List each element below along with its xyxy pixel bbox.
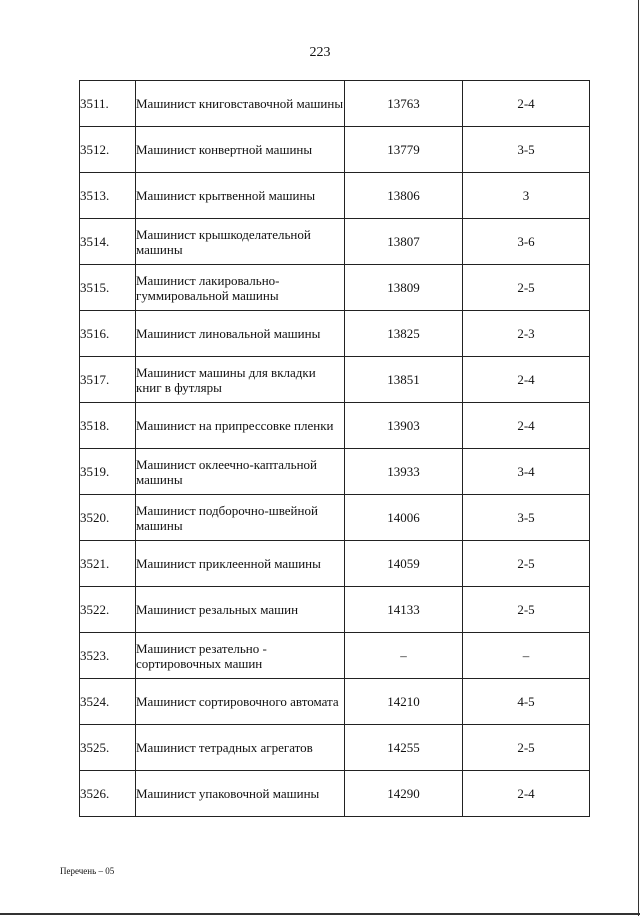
profession-name: Машинист приклеенной машины [136,541,345,587]
profession-name: Машинист машины для вкладки книг в футляры [136,357,345,403]
row-number: 3520. [80,495,136,541]
table-row [80,173,590,219]
grade-range: 3-5 [463,495,590,541]
table-row [80,771,590,817]
row-number: 3517. [80,357,136,403]
row-number: 3512. [80,127,136,173]
profession-code: 14210 [345,679,463,725]
grade-range: 2-4 [463,357,590,403]
row-number: 3519. [80,449,136,495]
grade-range: 2-5 [463,541,590,587]
table-row [80,357,590,403]
profession-name: Машинист подборочно-швейной машины [136,495,345,541]
row-number: 3511. [80,81,136,127]
profession-code: – [345,633,463,679]
profession-name: Машинист лакировально-гуммировальной машины [136,265,345,311]
row-number: 3518. [80,403,136,449]
profession-name: Машинист сортировочного автомата [136,679,345,725]
profession-code: 13825 [345,311,463,357]
profession-code: 13851 [345,357,463,403]
table-row [80,265,590,311]
row-number: 3515. [80,265,136,311]
profession-name: Машинист тетрадных агрегатов [136,725,345,771]
row-number: 3514. [80,219,136,265]
row-number: 3513. [80,173,136,219]
profession-name: Машинист резательно - сортировочных машин [136,633,345,679]
profession-code: 13933 [345,449,463,495]
grade-range: 2-3 [463,311,590,357]
table-row [80,495,590,541]
table-row [80,403,590,449]
profession-code: 14006 [345,495,463,541]
table-row [80,633,590,679]
grade-range: 2-4 [463,771,590,817]
page-number: 223 [309,45,331,60]
table-row [80,81,590,127]
profession-name: Машинист крытвенной машины [136,173,345,219]
professions-table [79,80,590,817]
grade-range: 2-5 [463,725,590,771]
profession-code: 13807 [345,219,463,265]
profession-name: Машинист на припрессовке пленки [136,403,345,449]
row-number: 3523. [80,633,136,679]
table-row [80,127,590,173]
profession-code: 13809 [345,265,463,311]
table-row [80,311,590,357]
profession-code: 13779 [345,127,463,173]
table-row [80,679,590,725]
grade-range: 2-5 [463,587,590,633]
profession-code: 14255 [345,725,463,771]
row-number: 3522. [80,587,136,633]
table-body [80,81,590,817]
profession-name: Машинист оклеечно-каптальной машины [136,449,345,495]
scan-edge-right [638,0,639,916]
table-row [80,449,590,495]
grade-range: – [463,633,590,679]
row-number: 3525. [80,725,136,771]
row-number: 3521. [80,541,136,587]
grade-range: 2-4 [463,403,590,449]
profession-name: Машинист резальных машин [136,587,345,633]
grade-range: 3-6 [463,219,590,265]
profession-name: Машинист крышкоделательной машины [136,219,345,265]
profession-name: Машинист линовальной машины [136,311,345,357]
profession-code: 13806 [345,173,463,219]
grade-range: 3-4 [463,449,590,495]
table-row [80,541,590,587]
row-number: 3524. [80,679,136,725]
table-row [80,219,590,265]
grade-range: 3 [463,173,590,219]
profession-code: 14290 [345,771,463,817]
profession-code: 13763 [345,81,463,127]
profession-code: 14133 [345,587,463,633]
profession-name: Машинист упаковочной машины [136,771,345,817]
profession-code: 13903 [345,403,463,449]
grade-range: 4-5 [463,679,590,725]
table-row [80,587,590,633]
grade-range: 3-5 [463,127,590,173]
row-number: 3526. [80,771,136,817]
profession-code: 14059 [345,541,463,587]
table-row [80,725,590,771]
scan-edge-bottom [0,913,640,915]
profession-name: Машинист книговставочной машины [136,81,345,127]
grade-range: 2-5 [463,265,590,311]
row-number: 3516. [80,311,136,357]
profession-name: Машинист конвертной машины [136,127,345,173]
grade-range: 2-4 [463,81,590,127]
document-footer: Перечень – 05 [60,866,115,876]
